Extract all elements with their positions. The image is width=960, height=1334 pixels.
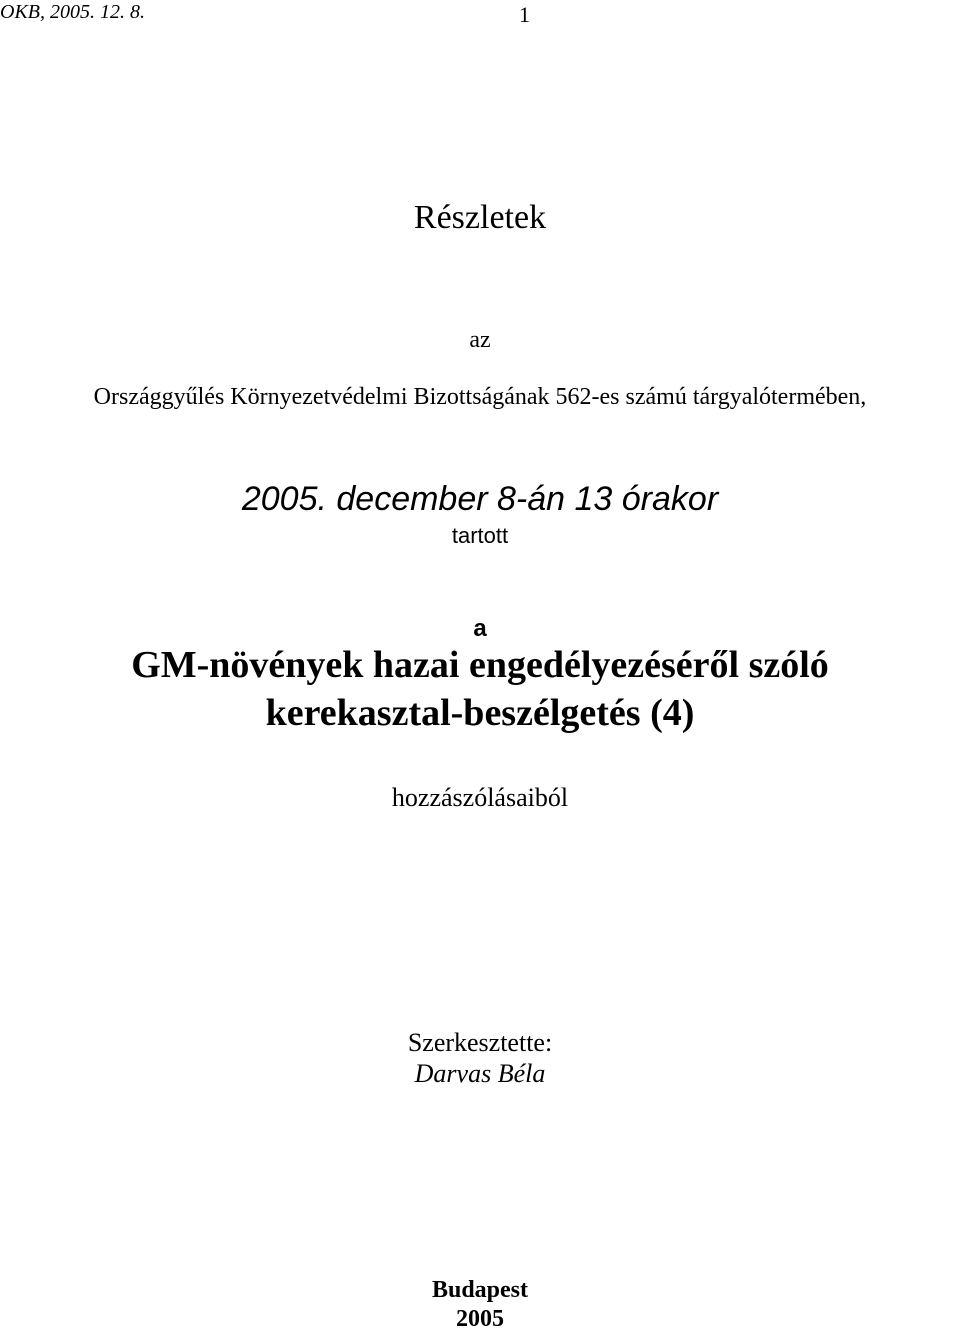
running-head: OKB, 2005. 12. 8. xyxy=(0,1,145,23)
source-label: hozzászólásaiból xyxy=(391,783,569,812)
page-number: 1 xyxy=(519,2,530,27)
topic-title-line-2: kerekasztal-beszélgetés (4) xyxy=(265,692,695,734)
publication-year: 2005 xyxy=(456,1306,504,1332)
editor-name: Darvas Béla xyxy=(414,1059,546,1088)
venue-line: Országgyűlés Környezetvédelmi Bizottságának 562-es számú tárgyalótermében, xyxy=(93,384,867,410)
topic-title-line-1: GM-növények hazai engedélyezéséről szóló xyxy=(131,644,829,686)
connector-az: az xyxy=(469,327,491,353)
editor-label: Szerkesztette: xyxy=(407,1028,553,1057)
document-title: Részletek xyxy=(413,199,547,236)
connector-a: a xyxy=(473,615,487,642)
held-label: tartott xyxy=(451,523,509,548)
meeting-date: 2005. december 8-án 13 órakor xyxy=(241,480,719,518)
publication-place: Budapest xyxy=(431,1277,529,1303)
